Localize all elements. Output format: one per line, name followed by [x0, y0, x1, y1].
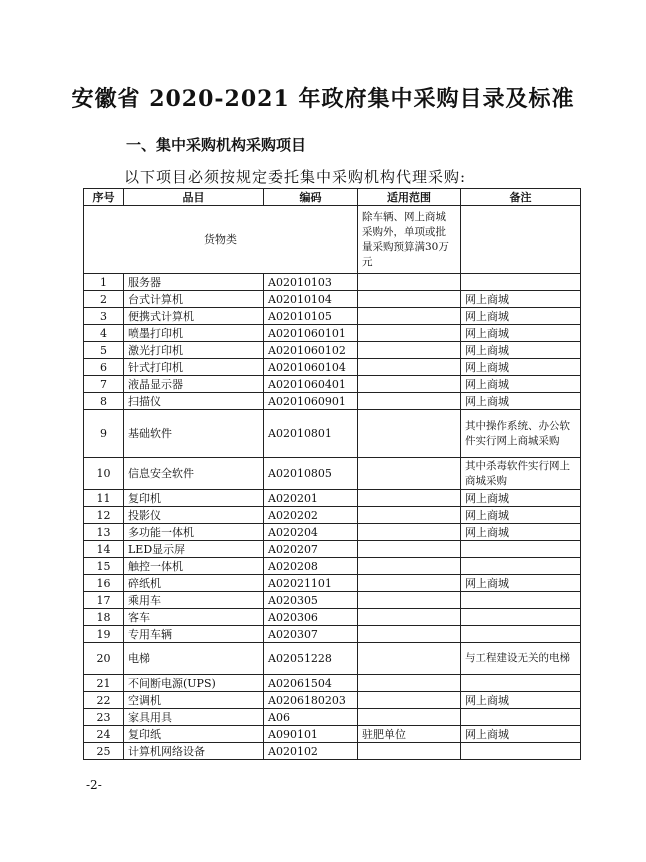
- intro-paragraph: 以下项目必须按规定委托集中采购机构代理采购:: [124, 168, 467, 186]
- table-row: [84, 458, 581, 490]
- document-title: 安徽省 2020-2021 年政府集中采购目录及标准: [71, 86, 575, 112]
- table-row: [84, 342, 581, 359]
- row-note: [461, 626, 581, 643]
- row-scope: [358, 541, 461, 558]
- row-scope: [358, 507, 461, 524]
- row-scope: 驻肥单位: [358, 726, 461, 743]
- header-item: 品目: [124, 189, 264, 206]
- table-row: [84, 643, 581, 675]
- row-note: 网上商城: [461, 692, 581, 709]
- row-code: A02010801: [264, 410, 358, 458]
- row-code: A020204: [264, 524, 358, 541]
- table-row: [84, 675, 581, 692]
- table-row: [84, 609, 581, 626]
- table-row: [84, 626, 581, 643]
- row-code: A020201: [264, 490, 358, 507]
- row-item: LED显示屏: [124, 541, 264, 558]
- row-number: 23: [84, 709, 124, 726]
- row-item: 台式计算机: [124, 291, 264, 308]
- row-code: A0201060102: [264, 342, 358, 359]
- row-note: 与工程建设无关的电梯: [461, 643, 581, 675]
- row-number: 22: [84, 692, 124, 709]
- row-note: 网上商城: [461, 575, 581, 592]
- table-row: [84, 490, 581, 507]
- table-header-row: [84, 189, 581, 206]
- row-note: [461, 709, 581, 726]
- row-item: 电梯: [124, 643, 264, 675]
- table-row: [84, 410, 581, 458]
- row-code: A0201060901: [264, 393, 358, 410]
- row-number: 6: [84, 359, 124, 376]
- row-scope: [358, 558, 461, 575]
- row-note: 网上商城: [461, 325, 581, 342]
- row-scope: [358, 308, 461, 325]
- row-code: A02010104: [264, 291, 358, 308]
- row-note: 网上商城: [461, 342, 581, 359]
- row-number: 20: [84, 643, 124, 675]
- row-item: 便携式计算机: [124, 308, 264, 325]
- row-scope: [358, 743, 461, 760]
- table-row: [84, 308, 581, 325]
- row-note: [461, 675, 581, 692]
- group-scope: 除车辆、网上商城采购外，单项或批量采购预算满30万元: [358, 206, 461, 274]
- row-scope: [358, 675, 461, 692]
- row-number: 16: [84, 575, 124, 592]
- row-code: A020306: [264, 609, 358, 626]
- row-scope: [358, 709, 461, 726]
- row-number: 8: [84, 393, 124, 410]
- section-heading: 一、集中采购机构采购项目: [126, 136, 307, 154]
- group-note: [461, 206, 581, 274]
- table-row: [84, 541, 581, 558]
- row-number: 7: [84, 376, 124, 393]
- row-note: 网上商城: [461, 308, 581, 325]
- row-item: 复印机: [124, 490, 264, 507]
- row-number: 10: [84, 458, 124, 490]
- row-scope: [358, 490, 461, 507]
- group-row: [84, 206, 581, 274]
- row-code: A020207: [264, 541, 358, 558]
- row-code: A02061504: [264, 675, 358, 692]
- row-code: A090101: [264, 726, 358, 743]
- row-note: 网上商城: [461, 726, 581, 743]
- row-item: 信息安全软件: [124, 458, 264, 490]
- table-row: [84, 709, 581, 726]
- row-number: 24: [84, 726, 124, 743]
- row-note: 网上商城: [461, 291, 581, 308]
- row-number: 3: [84, 308, 124, 325]
- row-scope: [358, 342, 461, 359]
- row-item: 客车: [124, 609, 264, 626]
- row-item: 基础软件: [124, 410, 264, 458]
- row-item: 投影仪: [124, 507, 264, 524]
- table-row: [84, 726, 581, 743]
- row-scope: [358, 592, 461, 609]
- row-item: 计算机网络设备: [124, 743, 264, 760]
- row-item: 触控一体机: [124, 558, 264, 575]
- row-number: 11: [84, 490, 124, 507]
- row-item: 家具用具: [124, 709, 264, 726]
- table-row: [84, 325, 581, 342]
- header-code: 编码: [264, 189, 358, 206]
- row-scope: [358, 274, 461, 291]
- row-item: 激光打印机: [124, 342, 264, 359]
- row-code: A0201060401: [264, 376, 358, 393]
- table-row: [84, 524, 581, 541]
- row-scope: [358, 410, 461, 458]
- row-code: A06: [264, 709, 358, 726]
- row-code: A020102: [264, 743, 358, 760]
- row-item: 碎纸机: [124, 575, 264, 592]
- row-note: [461, 541, 581, 558]
- row-number: 17: [84, 592, 124, 609]
- row-code: A02010805: [264, 458, 358, 490]
- row-number: 19: [84, 626, 124, 643]
- row-number: 12: [84, 507, 124, 524]
- row-number: 21: [84, 675, 124, 692]
- row-scope: [358, 376, 461, 393]
- row-code: A02021101: [264, 575, 358, 592]
- row-item: 复印纸: [124, 726, 264, 743]
- table-row: [84, 592, 581, 609]
- row-note: [461, 592, 581, 609]
- row-code: A0206180203: [264, 692, 358, 709]
- row-note: [461, 558, 581, 575]
- table-row: [84, 376, 581, 393]
- row-number: 5: [84, 342, 124, 359]
- row-item: 乘用车: [124, 592, 264, 609]
- row-item: 专用车辆: [124, 626, 264, 643]
- table-row: [84, 575, 581, 592]
- row-number: 4: [84, 325, 124, 342]
- table-row: [84, 692, 581, 709]
- row-note: [461, 743, 581, 760]
- row-note: 网上商城: [461, 393, 581, 410]
- row-code: A02010105: [264, 308, 358, 325]
- row-number: 9: [84, 410, 124, 458]
- row-number: 2: [84, 291, 124, 308]
- row-number: 1: [84, 274, 124, 291]
- row-code: A0201060104: [264, 359, 358, 376]
- row-number: 25: [84, 743, 124, 760]
- row-number: 15: [84, 558, 124, 575]
- row-scope: [358, 609, 461, 626]
- row-scope: [358, 359, 461, 376]
- row-number: 18: [84, 609, 124, 626]
- row-code: A020208: [264, 558, 358, 575]
- row-scope: [358, 643, 461, 675]
- row-code: A020202: [264, 507, 358, 524]
- row-scope: [358, 325, 461, 342]
- row-scope: [358, 524, 461, 541]
- table-row: [84, 743, 581, 760]
- row-scope: [358, 291, 461, 308]
- row-scope: [358, 626, 461, 643]
- row-item: 扫描仪: [124, 393, 264, 410]
- row-note: [461, 274, 581, 291]
- table-row: [84, 291, 581, 308]
- table-body: [84, 206, 581, 760]
- row-code: A020305: [264, 592, 358, 609]
- row-note: 网上商城: [461, 524, 581, 541]
- page-number: -2-: [86, 778, 102, 792]
- table-row: [84, 393, 581, 410]
- row-item: 多功能一体机: [124, 524, 264, 541]
- row-note: 网上商城: [461, 490, 581, 507]
- row-item: 液晶显示器: [124, 376, 264, 393]
- row-note: 其中杀毒软件实行网上商城采购: [461, 458, 581, 490]
- row-scope: [358, 458, 461, 490]
- row-item: 针式打印机: [124, 359, 264, 376]
- row-number: 14: [84, 541, 124, 558]
- table-row: [84, 507, 581, 524]
- row-scope: [358, 575, 461, 592]
- row-code: A02051228: [264, 643, 358, 675]
- table-row: [84, 359, 581, 376]
- row-item: 不间断电源(UPS): [124, 675, 264, 692]
- row-number: 13: [84, 524, 124, 541]
- header-scope: 适用范围: [358, 189, 461, 206]
- row-item: 服务器: [124, 274, 264, 291]
- table-row: [84, 274, 581, 291]
- row-code: A020307: [264, 626, 358, 643]
- header-no: 序号: [84, 189, 124, 206]
- row-note: [461, 609, 581, 626]
- row-note: 其中操作系统、办公软件实行网上商城采购: [461, 410, 581, 458]
- group-label: 货物类: [84, 206, 358, 274]
- table-row: [84, 558, 581, 575]
- row-note: 网上商城: [461, 359, 581, 376]
- procurement-catalog-table: [83, 188, 581, 760]
- row-item: 空调机: [124, 692, 264, 709]
- row-code: A0201060101: [264, 325, 358, 342]
- row-scope: [358, 692, 461, 709]
- row-code: A02010103: [264, 274, 358, 291]
- row-scope: [358, 393, 461, 410]
- row-note: 网上商城: [461, 507, 581, 524]
- header-note: 备注: [461, 189, 581, 206]
- row-note: 网上商城: [461, 376, 581, 393]
- row-item: 喷墨打印机: [124, 325, 264, 342]
